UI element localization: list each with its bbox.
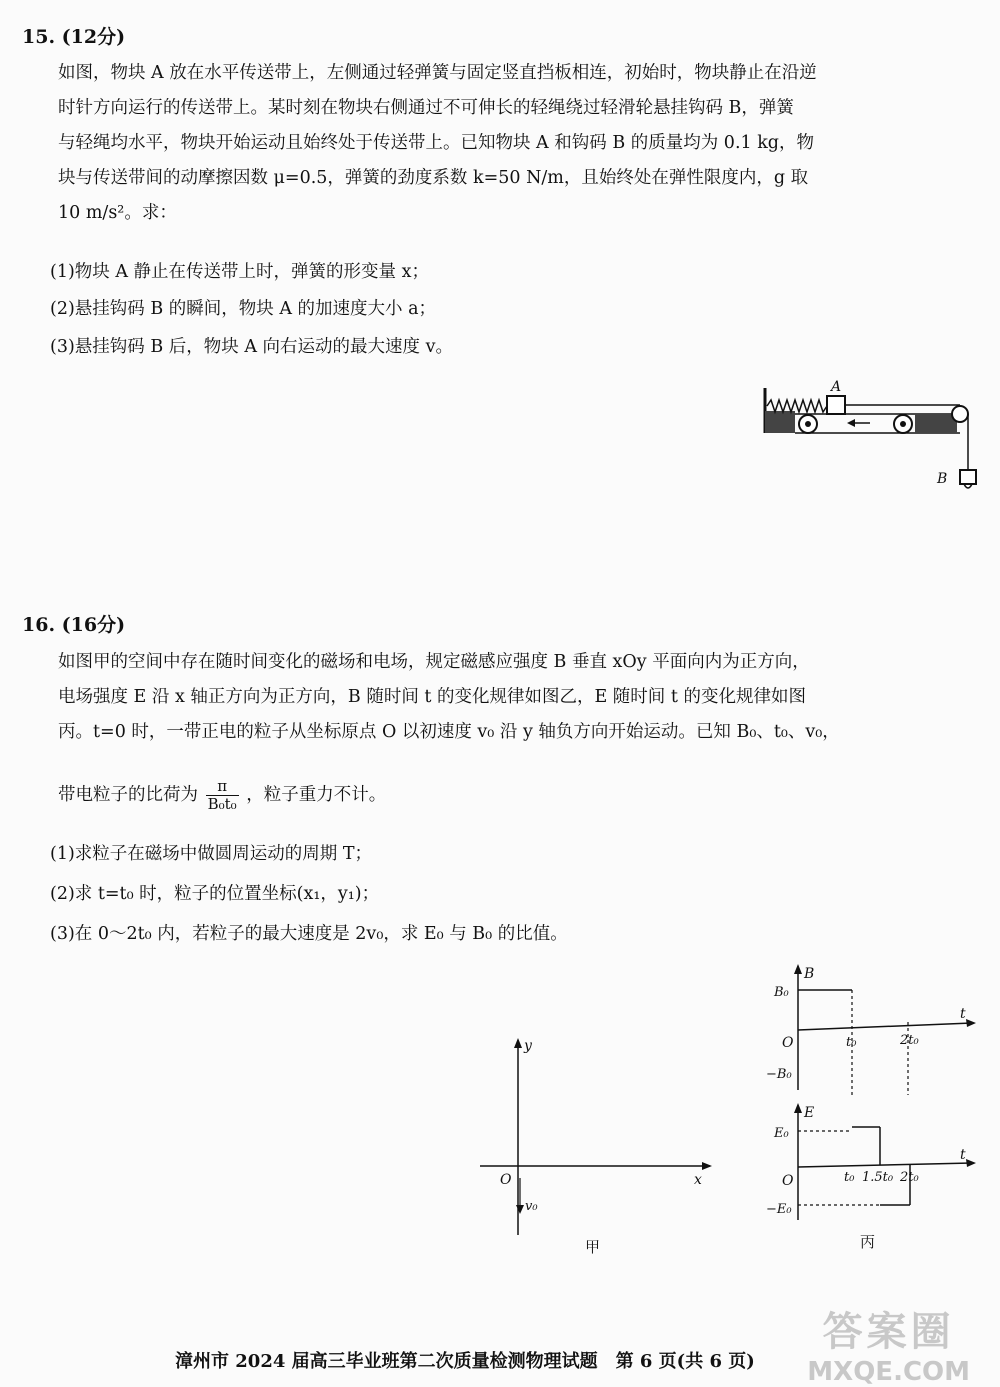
q16-question-3: (3)在 0～2t₀ 内，若粒子的最大速度是 2v₀，求 E₀ 与 B₀ 的比值。 — [50, 924, 568, 944]
y-axis-label: y — [524, 1038, 532, 1054]
q16-line: 如图甲的空间中存在随时间变化的磁场和电场，规定磁感应强度 B 垂直 xOy 平面向内为正方向， — [58, 652, 810, 672]
q15-question-1: (1)物块 A 静止在传送带上时，弹簧的形变量 x； — [50, 262, 429, 282]
q16-line: 丙。t=0 时，一带正电的粒子从坐标原点 O 以初速度 v₀ 沿 y 轴负方向开始运动。已知 B₀、t₀、v₀， — [58, 722, 840, 742]
b-t-axis-label: t — [960, 1006, 966, 1022]
q15-line: 块与传送带间的动摩擦因数 μ=0.5，弹簧的劲度系数 k=50 N/m，且始终处在弹性限度内，g 取 — [58, 168, 809, 188]
figure-e-t — [760, 1095, 985, 1255]
caption-bing: 丙 — [860, 1233, 876, 1251]
caption-jia: 甲 — [585, 1238, 601, 1256]
neg-b0-label: −B₀ — [766, 1067, 792, 1082]
q16-question-1: (1)求粒子在磁场中做圆周运动的周期 T； — [50, 844, 373, 864]
block-a-label: A — [831, 379, 842, 395]
b0-label: B₀ — [774, 985, 789, 1000]
watermark-logo: 答案圈 — [822, 1309, 955, 1355]
charge-ratio-prefix: 带电粒子的比荷为 — [58, 785, 198, 805]
charge-ratio-suffix: ，粒子重力不计。 — [246, 785, 387, 805]
q15-line: 如图，物块 A 放在水平传送带上，左侧通过轻弹簧与固定竖直挡板相连，初始时，物块静止在沿逆 — [58, 63, 817, 83]
q15-stem — [58, 56, 978, 231]
fraction-numerator: π — [206, 778, 239, 796]
figure-b-t — [760, 960, 985, 1095]
figure-jia — [470, 1030, 720, 1260]
e0-label: E₀ — [774, 1126, 789, 1141]
q15-line: 时针方向运行的传送带上。某时刻在物块右侧通过不可伸长的轻绳绕过轻滑轮悬挂钩码 B，弹簧 — [58, 98, 794, 118]
q15-question-2: (2)悬挂钩码 B 的瞬间，物块 A 的加速度大小 a； — [50, 299, 437, 319]
x-axis-label: x — [694, 1172, 702, 1188]
watermark — [807, 1300, 970, 1387]
q16-heading: 16. (16分) — [22, 614, 126, 636]
conveyor-figure — [755, 378, 985, 503]
v0-label: v₀ — [525, 1199, 538, 1214]
e-t0-label: t₀ — [844, 1170, 855, 1185]
b-axis-label: B — [804, 966, 815, 982]
fraction-denominator: B₀t₀ — [207, 795, 237, 813]
q15-heading: 15. (12分) — [22, 26, 126, 48]
e-axis-label: E — [804, 1105, 815, 1121]
e-origin-label: O — [782, 1173, 794, 1189]
q16-question-2: (2)求 t=t₀ 时，粒子的位置坐标(x₁，y₁)； — [50, 884, 380, 904]
page-footer: 漳州市 2024 届高三毕业班第二次质量检测物理试题 第 6 页(共 6 页) — [175, 1351, 755, 1372]
q16-charge-ratio — [58, 778, 386, 813]
q15-line: 与轻绳均水平，物块开始运动且始终处于传送带上。已知物块 A 和钩码 B 的质量均为 0.1 kg，物 — [58, 133, 815, 153]
watermark-url: MXQE.COM — [807, 1357, 970, 1387]
q16-line: 电场强度 E 沿 x 轴正方向为正方向，B 随时间 t 的变化规律如图乙，E 随时间 t 的变化规律如图 — [58, 687, 806, 707]
q15-question-3: (3)悬挂钩码 B 后，物块 A 向右运动的最大速度 v。 — [50, 337, 453, 357]
q15-line: 10 m/s²。求： — [58, 203, 177, 223]
b-t0-label: t₀ — [846, 1035, 857, 1050]
e-1p5t0-label: 1.5t₀ — [862, 1170, 894, 1185]
q16-stem — [58, 645, 978, 750]
origin-label: O — [500, 1172, 512, 1188]
b-origin-label: O — [782, 1035, 794, 1051]
b-2t0-label: 2t₀ — [900, 1033, 919, 1048]
e-t-axis-label: t — [960, 1147, 966, 1163]
hook-b-label: B — [937, 471, 948, 487]
neg-e0-label: −E₀ — [766, 1202, 792, 1217]
charge-ratio-fraction — [206, 778, 239, 813]
e-2t0-label: 2t₀ — [900, 1170, 919, 1185]
